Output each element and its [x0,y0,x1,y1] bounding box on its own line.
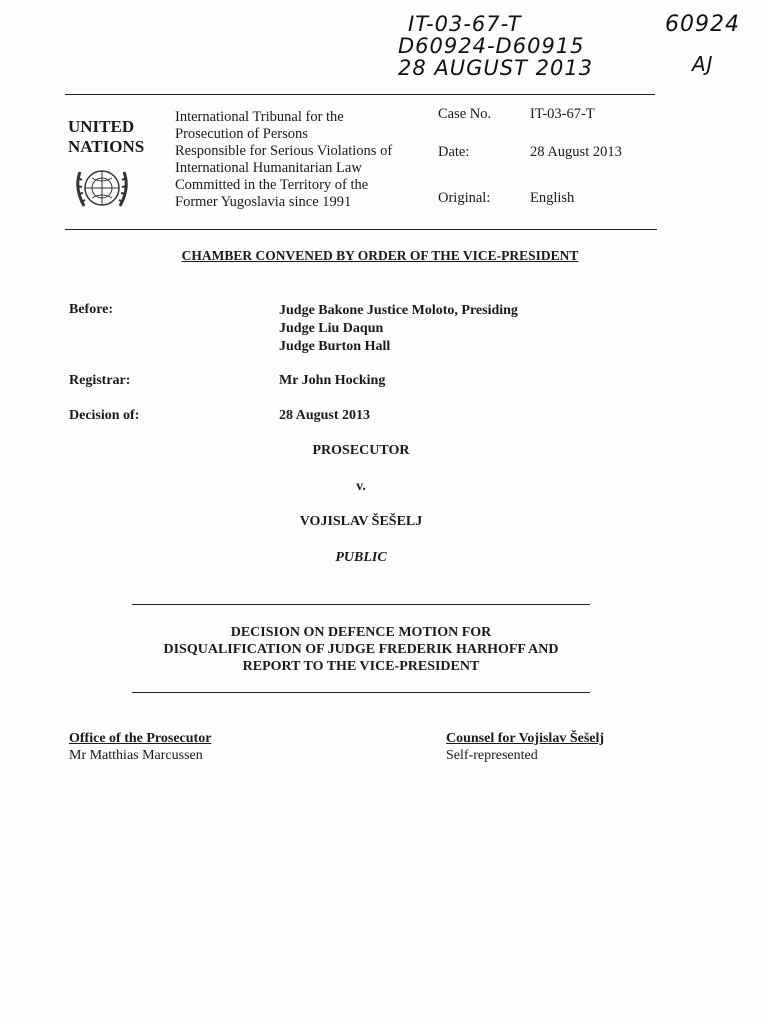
header-bottom-rule [65,229,657,230]
judge-name: Judge Liu Daqun [279,321,384,336]
decision-title-line: DECISION ON DEFENCE MOTION FOR [230,625,492,640]
date-value: 28 August 2013 [530,144,622,160]
tribunal-line: Former Yugoslavia since 1991 [175,194,352,210]
tribunal-line: Prosecution of Persons [175,126,308,142]
handwritten-initials: AJ [692,52,714,76]
header-top-rule [65,94,655,95]
chamber-title: CHAMBER CONVENED BY ORDER OF THE VICE-PRESIDENT [181,248,579,263]
judges-list [279,302,518,356]
office-prosecutor-heading: Office of the Prosecutor [69,731,212,746]
decision-date: 28 August 2013 [279,408,371,423]
registrar-label: Registrar: [69,373,131,388]
title-top-rule [132,604,590,605]
decision-label: Decision of: [69,408,140,423]
un-org-line1: UNITED [68,117,135,136]
public-classification: PUBLIC [335,550,387,565]
counsel-value: Self-represented [446,748,538,763]
title-bottom-rule [132,692,590,693]
handwritten-page-range: D60924-D60915 [398,34,585,58]
judge-name: Judge Bakone Justice Moloto, Presiding [279,303,518,318]
case-no-label: Case No. [438,106,492,122]
handwritten-page-number: 60924 [665,12,740,37]
original-value: English [530,190,575,206]
decision-title [0,624,722,675]
accused-name: VOJISLAV ŠEŠELJ [299,514,423,529]
tribunal-name [175,109,392,211]
judge-name: Judge Burton Hall [279,339,391,354]
case-no-value: IT-03-67-T [530,106,595,122]
handwritten-case-number: IT-03-67-T [408,12,522,36]
tribunal-line: International Humanitarian Law [175,160,362,176]
un-org-line2: NATIONS [68,137,145,156]
tribunal-line: Responsible for Serious Violations of [175,143,393,159]
handwritten-date: 28 AUGUST 2013 [398,56,594,80]
date-label: Date: [438,144,470,160]
before-label: Before: [69,302,114,317]
counsel-heading: Counsel for Vojislav Šešelj [446,731,605,746]
tribunal-line: Committed in the Territory of the [175,177,369,193]
registrar-value: Mr John Hocking [279,373,386,388]
un-org-name [68,117,144,157]
tribunal-line: International Tribunal for the [175,109,344,125]
decision-title-line: REPORT TO THE VICE-PRESIDENT [242,659,480,674]
office-prosecutor-name: Mr Matthias Marcussen [69,748,203,763]
prosecutor-heading: PROSECUTOR [312,443,410,458]
versus: v. [356,479,366,494]
un-emblem-icon [70,160,134,216]
decision-title-line: DISQUALIFICATION OF JUDGE FREDERIK HARHOFF AND [163,642,559,657]
original-label: Original: [438,190,491,206]
